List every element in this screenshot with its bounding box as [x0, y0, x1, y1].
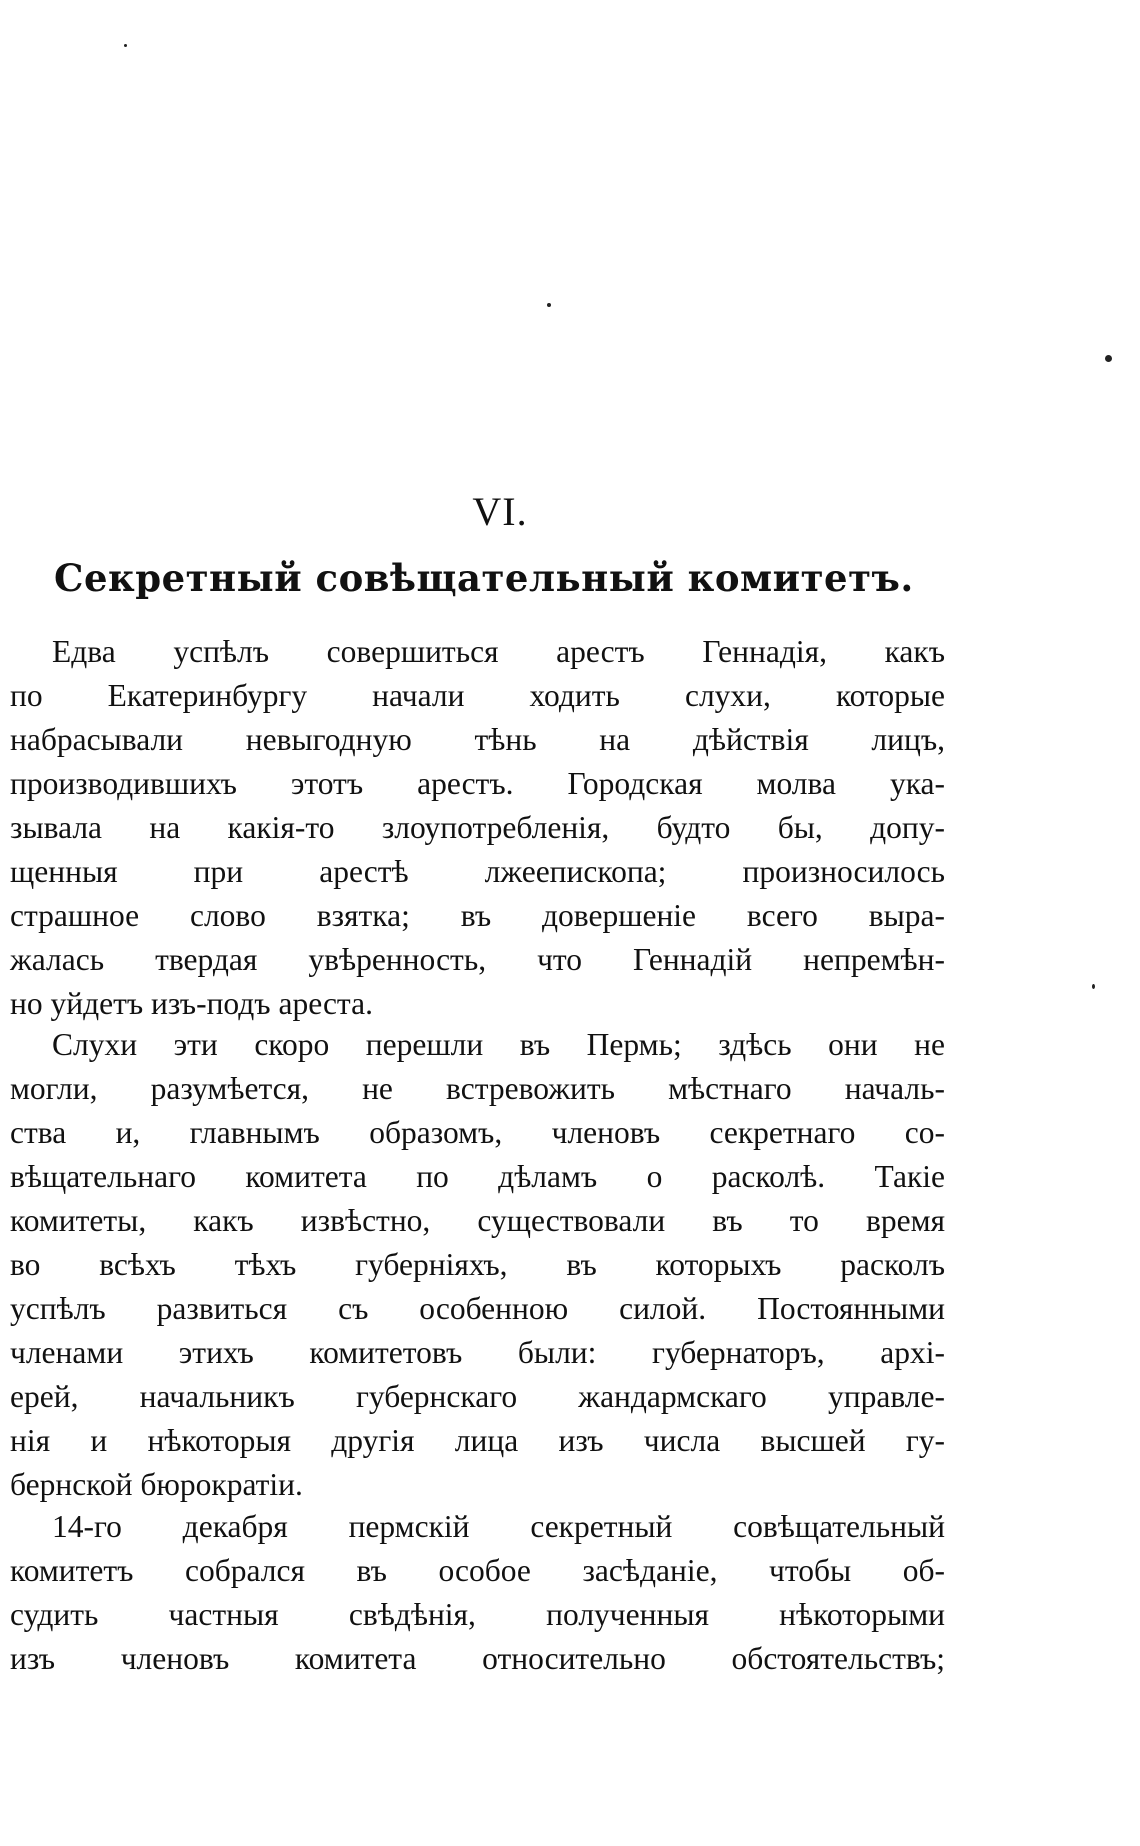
text-line: бернской бюрократіи. [10, 1467, 303, 1502]
text-line: страшное слово взятка; въ довершеніе всего выра- [10, 898, 945, 933]
print-speck [1105, 355, 1112, 362]
print-speck [1092, 984, 1095, 989]
chapter-title: Секретный совѣщательный комитетъ. [54, 556, 914, 600]
text-line: ства и, главнымъ образомъ, членовъ секретнаго со- [10, 1115, 945, 1150]
text-line: щенныя при арестѣ лжеепископа; произносилось [10, 854, 945, 889]
text-line: вѣщательнаго комитета по дѣламъ о расколѣ. Такіе [10, 1159, 945, 1194]
text-line: жалась твердая увѣренность, что Геннадій непремѣн- [10, 942, 945, 977]
text-line: комитеты, какъ извѣстно, существовали въ то время [10, 1203, 945, 1238]
text-line: судить частныя свѣдѣнія, полученныя нѣкоторыми [10, 1597, 945, 1632]
text-line: могли, разумѣется, не встревожить мѣстнаго началь- [10, 1071, 945, 1106]
paragraph-1 [10, 630, 945, 1026]
text-line: но уйдетъ изъ-подъ ареста. [10, 986, 373, 1021]
text-line: ерей, начальникъ губернскаго жандармскаго управле- [10, 1379, 945, 1414]
print-speck [547, 303, 551, 307]
text-line: членами этихъ комитетовъ были: губернаторъ, архі- [10, 1335, 945, 1370]
text-line: изъ членовъ комитета относительно обстоятельствъ; [10, 1641, 945, 1676]
text-line: Едва успѣлъ совершиться арестъ Геннадія, какъ [52, 634, 945, 669]
text-line: набрасывали невыгодную тѣнь на дѣйствія лицъ, [10, 722, 945, 757]
text-line: зывала на какія-то злоупотребленія, будто бы, допу- [10, 810, 945, 845]
text-line: 14-го декабря пермскій секретный совѣщательный [52, 1509, 945, 1544]
print-speck [124, 44, 127, 47]
text-line: производившихъ этотъ арестъ. Городская молва ука- [10, 766, 945, 801]
text-line: успѣлъ развиться съ особенною силой. Постоянными [10, 1291, 945, 1326]
text-line: во всѣхъ тѣхъ губерніяхъ, въ которыхъ расколъ [10, 1247, 945, 1282]
text-line: комитетъ собрался въ особое засѣданіе, чтобы об- [10, 1553, 945, 1588]
chapter-number: VI. [472, 489, 528, 534]
text-line: по Екатеринбургу начали ходить слухи, которые [10, 678, 945, 713]
paragraph-2 [10, 1023, 945, 1507]
text-line: нія и нѣкоторыя другія лица изъ числа высшей гу- [10, 1423, 945, 1458]
text-line: Слухи эти скоро перешли въ Пермь; здѣсь они не [52, 1027, 945, 1062]
paragraph-3 [10, 1505, 945, 1681]
